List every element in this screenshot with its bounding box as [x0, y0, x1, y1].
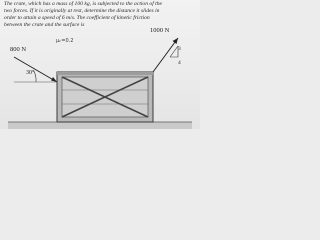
force-arrow-left — [14, 57, 57, 82]
problem-line: order to attain a speed of 6 m/s. The coefficient of kinetic friction — [4, 14, 150, 21]
problem-line: two forces. If it is originally at rest, determine the distance it slides in — [4, 7, 160, 14]
problem-line: between the crate and the surface is — [4, 21, 85, 28]
crate — [57, 72, 153, 122]
ground-surface — [8, 122, 192, 129]
problem-page — [0, 0, 200, 129]
angle-label: 30° — [26, 70, 35, 76]
force-label-left: 800 N — [10, 46, 27, 53]
problem-line: The crate, which has a mass of 100 kg, is subjected to the action of the — [4, 1, 163, 7]
friction-annotation: μₖ=0.2 — [56, 38, 74, 44]
force-label-right: 1000 N — [150, 27, 170, 34]
crate-diagram — [0, 0, 200, 129]
slope-run-label: 4 — [178, 60, 181, 66]
force-arrow-right — [153, 38, 178, 72]
slope-rise-label: 3 — [178, 46, 181, 52]
